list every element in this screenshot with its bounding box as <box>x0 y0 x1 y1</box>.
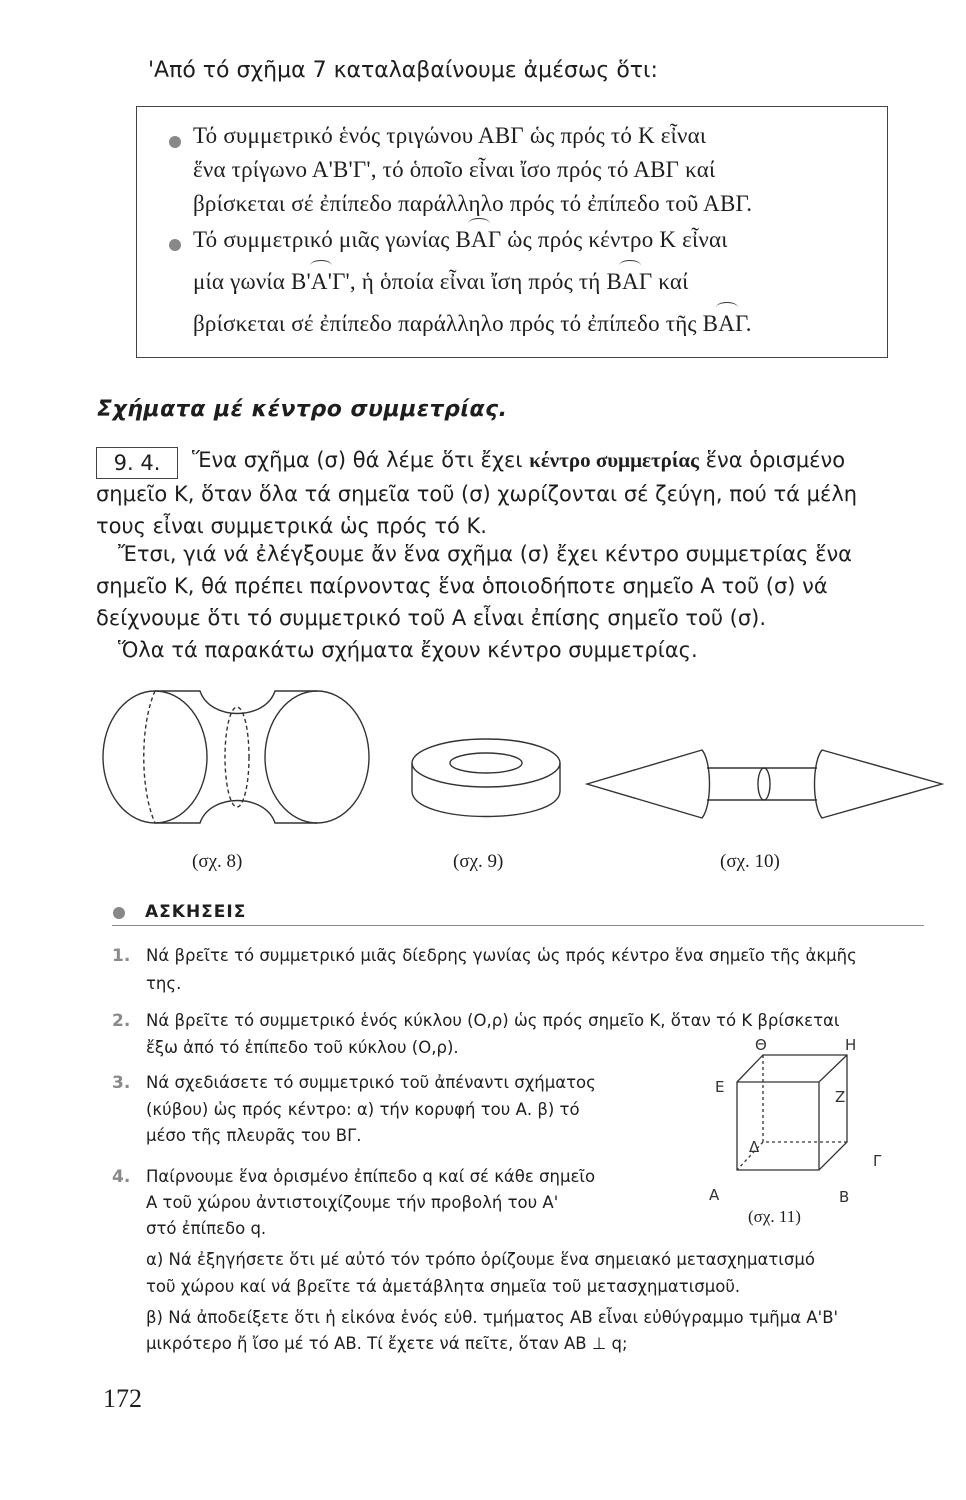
section-p1-line3: τους εἶναι συμμετρικά ὡς πρός τό Κ. <box>96 514 487 538</box>
box-b2-text: μία γωνία Β' <box>193 269 311 294</box>
fig9-side <box>412 763 560 817</box>
caption-fig9: (σχ. 9) <box>453 851 504 872</box>
ex3-line1: Νά σχεδιάσετε τό συμμετρικό τοῦ ἀπέναντι σχήματος <box>146 1073 596 1092</box>
intro-line: 'Από τό σχῆμα 7 καταλαβαίνουμε ἀμέσως ὅτι: <box>148 58 658 83</box>
section-p2-line1: Ἔτσι, γιά νά ἐλέγξουμε ἄν ἕνα σχῆμα (σ) ἔχει κέντρο συμμετρίας ἕνα <box>118 542 853 566</box>
ex4b-line1: β) Νά ἀποδείξετε ὅτι ἡ εἰκόνα ἑνός εὐθ. τμήματος ΑΒ εἶναι εὐθύγραμμο τμῆμα Α'Β' <box>146 1308 839 1327</box>
cube-label-beta: Β <box>839 1188 850 1206</box>
box-b2-text: βρίσκεται σέ ἐπίπεδο παράλληλο πρός τό ἐπίπεδο τῆς Β <box>193 311 719 336</box>
fig9-top-ellipse <box>412 739 560 787</box>
fig8-hidden <box>144 691 155 823</box>
fig8-top-edge <box>155 691 317 714</box>
box-b2-text: Γ', ἡ ὁποία εἶναι ἴση πρός τή Β <box>332 269 622 294</box>
caption-fig8: (σχ. 8) <box>192 851 243 872</box>
section-p1-line2: σημεῖο Κ, ὅταν ὅλα τά σημεῖα τοῦ (σ) χωρίζονται σέ ζεύγη, πού τά μέλη <box>96 482 858 506</box>
box-b1-line3: βρίσκεται σέ ἐπίπεδο παράλληλο πρός τό ἐπίπεδο τοῦ ΑΒΓ. <box>193 191 753 216</box>
cube-label-eta: Η <box>845 1036 857 1054</box>
fig8-waist <box>225 707 249 807</box>
cube-label-zeta: Ζ <box>835 1088 846 1106</box>
ex4a-line2: τοῦ χώρου καί νά βρεῖτε τά ἀμετάβλητα σημεῖα τοῦ μετασχηματισμοῦ. <box>146 1277 741 1296</box>
bullet-icon <box>169 136 181 148</box>
section-heading: Σχήματα μέ κέντρο συμμετρίας. <box>97 397 508 422</box>
ex4-line1: Παίρνουμε ἕνα ὁρισμένο ἐπίπεδο q καί σέ κάθε σημεῖο <box>146 1167 596 1186</box>
ex1-number: 1. <box>112 946 131 966</box>
box-b2-text: Γ καί <box>638 269 689 294</box>
fig10-mid-ring <box>758 768 770 800</box>
ex2-line1: Νά βρεῖτε τό συμμετρικό ἑνός κύκλου (Ο,ρ) ὡς πρός σημεῖο Κ, ὅταν τό Κ βρίσκεται <box>146 1011 840 1030</box>
figure-11 <box>705 1030 895 1215</box>
term-bold: κέντρο συμμετρίας <box>529 448 699 472</box>
fig8-left-end <box>103 691 207 823</box>
ex4-line3: στό ἐπίπεδο q. <box>146 1219 267 1238</box>
ex4b-line2: μικρότερο ἤ ἴσο μέ τό ΑΒ. Τί ἔχετε νά πεῖτε, ὅταν ΑΒ ⊥ q; <box>146 1334 628 1353</box>
ex2-line2: ἔξω ἀπό τό ἐπίπεδο τοῦ κύκλου (Ο,ρ). <box>146 1038 459 1057</box>
caption-fig10: (σχ. 10) <box>720 851 780 872</box>
section-p3-line1: Ὅλα τά παρακάτω σχήματα ἔχουν κέντρο συμμετρίας. <box>118 638 698 662</box>
ex4-line2: Α τοῦ χώρου ἀντιστοιχίζουμε τήν προβολή του Α' <box>146 1193 559 1212</box>
section-p2-line2: σημεῖο Κ, θά πρέπει παίρνοντας ἕνα ὁποιοδήποτε σημεῖο Α τοῦ (σ) νά <box>96 574 828 598</box>
caption-fig11: (σχ. 11) <box>748 1207 801 1226</box>
angle-hat: Α <box>471 227 488 252</box>
exercises-title: ΑΣΚΗΣΕΙΣ <box>145 902 247 922</box>
ex3-line3: μέσο τῆς πλευρᾶς του ΒΓ. <box>146 1126 362 1145</box>
cube-label-gamma: Γ <box>873 1152 882 1170</box>
ex2-number: 2. <box>112 1011 131 1031</box>
page-number: 172 <box>103 1384 142 1413</box>
section-text: Ἕνα σχῆμα (σ) θά λέμε ὅτι ἔχει <box>192 448 530 472</box>
box-b2-text: Τό συμμετρικό μιᾶς γωνίας Β <box>193 227 472 252</box>
angle-hat: Α <box>718 311 736 336</box>
figure-9 <box>405 735 567 825</box>
ex3-line2: (κύβου) ὡς πρός κέντρο: α) τήν κορυφή του Α. β) τό <box>146 1100 580 1119</box>
ex4-number: 4. <box>112 1167 131 1187</box>
box-b2-line2 <box>193 269 689 295</box>
section-p2-line3: δείχνουμε ὅτι τό συμμετρικό τοῦ Α εἶναι ἐπίσης σημεῖο τοῦ (σ). <box>96 606 767 630</box>
box-b2-line1 <box>193 227 728 253</box>
box-b1-line1: Τό συμμετρικό ἑνός τριγώνου ΑΒΓ ὡς πρός τό Κ εἶναι <box>193 123 707 148</box>
fig10-left-cone <box>587 750 710 818</box>
ex4a-line1: α) Νά ἐξηγήσετε ὅτι μέ αὐτό τόν τρόπο ὁρίζουμε ἕνα σημειακό μετασχηματισμό <box>146 1250 815 1269</box>
divider <box>112 925 924 926</box>
ex1-line1: Νά βρεῖτε τό συμμετρικό μιᾶς δίεδρης γωνίας ὡς πρός κέντρο ἕνα σημεῖο τῆς ἀκμῆς <box>146 946 857 965</box>
cube-label-epsilon: Ε <box>715 1078 725 1096</box>
figure-8 <box>95 685 375 835</box>
fig10-right-cone <box>815 750 943 818</box>
fig8-bottom-edge <box>155 801 317 824</box>
fig9-hole <box>450 753 522 773</box>
ex3-number: 3. <box>112 1073 131 1093</box>
box-b2-text: Γ ὡς πρός κέντρο Κ εἶναι <box>487 227 728 252</box>
section-number: 9. 4. <box>96 447 178 479</box>
fig10-cylinder <box>707 768 817 800</box>
angle-hat: Α <box>622 269 639 294</box>
box-b1-line2: ἕνα τρίγωνο Α'Β'Γ', τό ὁποῖο εἶναι ἴσο πρός τό ΑΒΓ καί <box>193 157 716 182</box>
cube-label-alpha: Α <box>709 1186 720 1204</box>
bullet-icon <box>113 907 125 919</box>
summary-box <box>136 106 888 358</box>
cube-label-theta: Θ <box>755 1036 767 1054</box>
angle-hat: Α' <box>310 269 333 294</box>
box-b2-text: Γ. <box>735 311 752 336</box>
ex1-line2: της. <box>146 974 182 993</box>
cube-label-delta: Δ <box>749 1138 760 1156</box>
section-p1-line1 <box>192 448 845 473</box>
bullet-icon <box>169 239 181 251</box>
figure-10 <box>582 742 947 827</box>
fig8-right-end <box>265 691 369 823</box>
box-b2-line3 <box>193 311 752 337</box>
section-text: ἕνα ὁρισμένο <box>698 448 846 472</box>
